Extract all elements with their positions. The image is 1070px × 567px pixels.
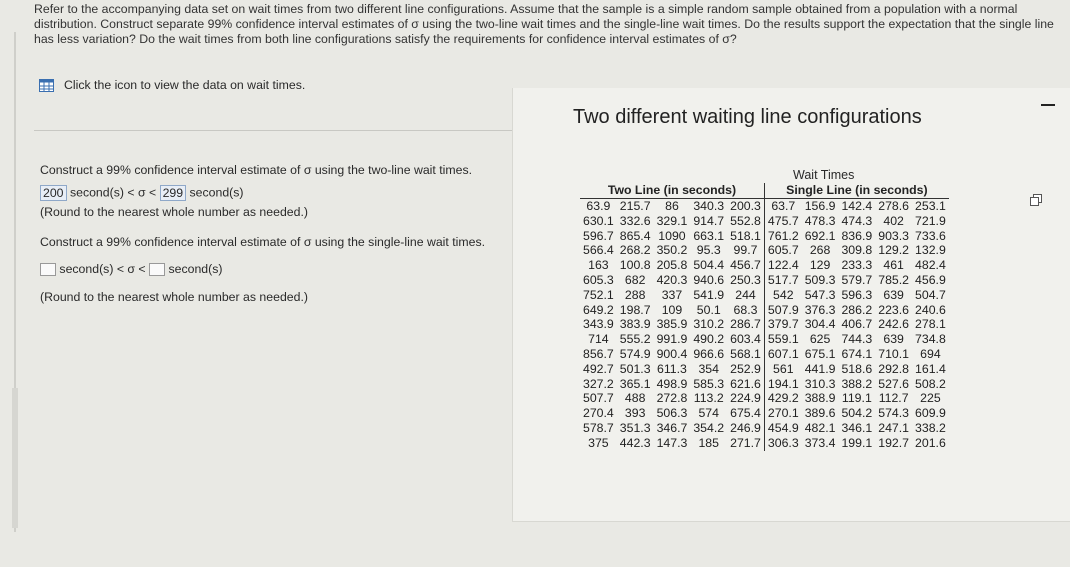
single-line-cell: 639 [883,332,904,347]
part2-note: (Round to the nearest whole number as needed.) [40,290,308,304]
single-line-cell: 441.9 [804,361,836,376]
two-line-cell: 940.6 [693,272,725,287]
two-line-cell: 498.9 [656,376,688,391]
part1-prompt: Construct a 99% confidence interval estimate of σ using the two-line wait times. [40,163,473,177]
single-line-cell: 579.7 [841,272,873,287]
single-line-cell: 388.9 [804,391,836,406]
single-line-cell: 119.1 [841,391,872,406]
two-line-cell: 332.6 [619,213,651,228]
part2-answer-row [40,262,222,277]
single-line-cell: 278.1 [915,317,946,332]
single-line-cell: 504.2 [841,406,873,421]
two-line-header: Two Line (in seconds) [580,183,764,199]
single-line-cell: 574.3 [878,406,910,421]
two-line-cell: 574 [698,406,719,421]
table-row [580,332,949,347]
single-line-cell: 292.8 [878,361,910,376]
single-line-cell: 310.3 [804,376,836,391]
table-row [580,243,949,258]
single-line-cell: 517.7 [767,272,799,287]
part2-lower-unit: second(s) < σ < [59,262,146,276]
table-row [580,406,949,421]
two-line-cell: 518.1 [727,229,764,244]
two-line-cell: 68.3 [727,303,764,318]
single-line-cell: 129.2 [878,243,910,258]
two-line-cell: 555.2 [619,332,651,347]
two-line-cell: 375 [588,435,609,450]
two-line-cell: 252.9 [727,362,764,377]
two-line-cell: 490.2 [693,332,725,347]
two-line-cell: 488 [624,391,646,406]
two-line-cell: 541.9 [693,287,725,302]
two-line-cell: 329.1 [656,213,688,228]
two-line-cell: 327.2 [583,376,614,391]
single-line-cell: 373.4 [804,435,836,450]
part1-lower-input[interactable]: 200 [40,185,67,201]
two-line-cell: 507.7 [583,391,614,406]
two-line-cell: 185 [698,435,719,450]
two-line-cell: 250.3 [727,273,764,288]
single-line-cell: 161.4 [915,361,946,376]
single-line-cell: 112.7 [878,391,909,406]
single-line-cell: 508.2 [915,376,946,391]
single-line-cell: 268 [809,243,831,258]
single-line-header: Single Line (in seconds) [764,183,948,199]
two-line-cell: 675.4 [727,406,764,421]
single-line-cell: 475.7 [767,213,799,228]
two-line-cell: 566.4 [583,243,614,258]
two-line-cell: 340.3 [693,199,725,213]
two-line-cell: 663.1 [693,228,725,243]
two-line-cell: 856.7 [583,346,614,361]
single-line-cell: 132.9 [915,243,946,258]
two-line-cell: 621.6 [727,377,764,392]
single-line-cell: 694 [920,346,941,361]
single-line-cell: 304.4 [804,317,836,332]
single-line-cell: 247.1 [878,420,910,435]
part1-upper-unit: second(s) [189,185,244,200]
single-line-cell: 454.9 [767,420,799,435]
single-line-cell: 309.8 [841,243,873,258]
two-line-cell: 501.3 [619,361,651,376]
single-line-cell: 338.2 [915,420,946,435]
two-line-cell: 649.2 [583,302,614,317]
table-row [580,377,949,392]
two-line-cell: 420.3 [656,272,688,287]
single-line-cell: 223.6 [878,302,910,317]
single-line-cell: 278.6 [878,199,910,213]
single-line-cell: 474.3 [841,213,873,228]
two-line-cell: 99.7 [727,243,764,258]
two-line-cell: 109 [661,302,683,317]
single-line-cell: 225 [920,391,941,406]
two-line-cell: 492.7 [583,361,614,376]
single-line-cell: 518.6 [841,361,873,376]
data-popup [512,88,1070,522]
single-line-cell: 306.3 [767,435,799,450]
part1-lower-unit: second(s) < σ < [69,185,157,200]
two-line-cell: 205.8 [656,258,688,273]
two-line-cell: 714 [588,332,609,347]
two-line-cell: 354 [698,361,719,376]
single-line-cell: 482.1 [804,420,836,435]
single-line-cell: 192.7 [878,435,910,450]
two-line-cell: 568.1 [727,347,764,362]
single-line-cell: 639 [883,287,904,302]
single-line-cell: 721.9 [915,213,946,228]
single-line-cell: 609.9 [915,406,946,421]
two-line-cell: 752.1 [583,287,614,302]
two-line-cell: 350.2 [656,243,688,258]
part1-note: (Round to the nearest whole number as needed.) [40,205,308,219]
two-line-cell: 163 [588,258,609,273]
two-line-cell: 383.9 [619,317,651,332]
two-line-cell: 682 [624,272,646,287]
table-row [580,421,949,436]
table-row [580,199,949,214]
two-line-cell: 611.3 [657,361,687,376]
table-caption: Wait Times [793,168,855,182]
table-row [580,258,949,273]
two-line-cell: 86 [665,199,679,213]
table-row [580,229,949,244]
single-line-cell: 561 [773,361,794,376]
two-line-cell: 346.7 [656,420,688,435]
two-line-cell: 246.9 [727,421,764,436]
two-line-cell: 991.9 [656,332,688,347]
single-line-cell: 607.1 [767,346,799,361]
single-line-cell: 761.2 [767,228,799,243]
two-line-cell: 100.8 [619,258,651,273]
two-line-cell: 63.9 [586,199,611,213]
two-line-cell: 456.7 [727,258,764,273]
single-line-cell: 903.3 [878,228,910,243]
two-line-cell: 393 [624,406,646,421]
two-line-cell: 552.8 [727,214,764,229]
single-line-cell: 242.6 [878,317,910,332]
table-row [580,214,949,229]
single-line-cell: 379.7 [767,317,799,332]
single-line-cell: 785.2 [878,272,910,287]
part2-upper-input[interactable] [149,263,165,276]
two-line-cell: 50.1 [696,302,721,317]
two-line-cell: 270.4 [583,406,614,421]
two-line-cell: 365.1 [619,376,651,391]
two-line-cell: 504.4 [693,258,725,273]
single-line-cell: 507.9 [767,302,799,317]
single-line-cell: 734.8 [915,332,946,347]
two-line-cell: 605.3 [583,272,614,287]
single-line-cell: 836.9 [841,228,873,243]
two-line-cell: 310.2 [693,317,725,332]
data-table-icon[interactable] [39,79,54,92]
single-line-cell: 156.9 [804,199,836,213]
two-line-cell: 224.9 [727,391,764,406]
single-line-cell: 692.1 [804,228,836,243]
part1-upper-input[interactable]: 299 [160,185,187,201]
single-line-cell: 194.1 [767,376,799,391]
two-line-cell: 506.3 [656,406,688,421]
single-line-cell: 596.3 [841,287,873,302]
two-line-cell: 578.7 [583,420,614,435]
single-line-cell: 199.1 [841,435,873,450]
single-line-cell: 201.6 [915,435,946,450]
single-line-cell: 388.2 [841,376,873,391]
copy-icon[interactable] [1030,193,1042,205]
two-line-cell: 198.7 [619,302,651,317]
single-line-cell: 482.4 [915,258,946,273]
single-line-cell: 509.3 [804,272,836,287]
question-text: Refer to the accompanying data set on wait times from two different line configurations. Assume that the sample is a simple random sample obtained from a population with a normal distribution. Construct separate 99% confidence interval estimates of σ using the two-line wait times and the single-line wait times. Do the results support the expectation that the single line has less variation? Do the wait times from both line configurations satisfy the requirements for confidence interval estimates of σ? [34,2,1054,46]
single-line-cell: 710.1 [878,346,910,361]
two-line-cell: 966.6 [693,346,725,361]
single-line-cell: 733.6 [915,228,946,243]
two-line-cell: 385.9 [656,317,688,332]
single-line-cell: 253.1 [915,199,946,213]
two-line-cell: 268.2 [619,243,651,258]
two-line-cell: 113.2 [693,391,724,406]
two-line-cell: 286.7 [727,317,764,332]
single-line-cell: 542 [773,287,794,302]
two-line-cell: 95.3 [696,243,721,258]
two-line-cell: 337 [661,287,683,302]
part2-lower-input[interactable] [40,263,56,276]
part2-upper-unit: second(s) [168,262,223,276]
single-line-cell: 233.3 [841,258,873,273]
two-line-cell: 900.4 [656,346,688,361]
single-line-cell: 129 [809,258,831,273]
table-row [580,391,949,406]
single-line-cell: 559.1 [767,332,799,347]
two-line-cell: 343.9 [583,317,614,332]
single-line-cell: 527.6 [878,376,910,391]
table-row [580,436,949,451]
minimize-icon[interactable] [1041,104,1055,106]
two-line-cell: 442.3 [619,435,651,450]
single-line-cell: 406.7 [841,317,873,332]
two-line-cell: 914.7 [693,213,725,228]
single-line-cell: 461 [883,258,904,273]
two-line-cell: 865.4 [619,228,651,243]
two-line-cell: 1090 [658,228,686,243]
two-line-cell: 288 [624,287,646,302]
single-line-cell: 142.4 [841,199,873,213]
single-line-cell: 402 [883,213,904,228]
single-line-cell: 547.3 [804,287,836,302]
two-line-cell: 354.2 [693,420,725,435]
part2-prompt: Construct a 99% confidence interval estimate of σ using the single-line wait times. [40,235,486,249]
left-scroll-thumb[interactable] [12,388,18,528]
two-line-cell: 272.8 [656,391,688,406]
single-line-cell: 389.6 [804,406,836,421]
wait-times-table [580,183,949,451]
single-line-cell: 744.3 [841,332,873,347]
single-line-cell: 240.6 [915,302,946,317]
single-line-cell: 625 [809,332,831,347]
popup-title: Two different waiting line configurations [573,106,922,128]
two-line-cell: 630.1 [583,213,614,228]
single-line-cell: 63.7 [771,199,796,213]
table-row [580,317,949,332]
two-line-cell: 271.7 [727,436,764,451]
single-line-cell: 456.9 [915,272,946,287]
table-row [580,303,949,318]
single-line-cell: 478.3 [804,213,836,228]
two-line-cell: 147.3 [656,435,688,450]
data-link[interactable] [39,78,305,92]
two-line-cell: 585.3 [693,376,725,391]
single-line-cell: 376.3 [804,302,836,317]
single-line-cell: 605.7 [767,243,799,258]
data-link-label: Click the icon to view the data on wait times. [64,78,306,92]
two-line-cell: 574.9 [619,346,651,361]
two-line-cell: 596.7 [583,228,614,243]
two-line-cell: 603.4 [727,332,764,347]
single-line-cell: 504.7 [915,287,946,302]
single-line-cell: 346.1 [841,420,873,435]
divider [34,130,524,131]
single-line-cell: 122.4 [767,258,799,273]
table-row [580,273,949,288]
table-row [580,288,949,303]
single-line-cell: 674.1 [841,346,873,361]
single-line-cell: 286.2 [841,302,873,317]
table-row [580,347,949,362]
single-line-cell: 675.1 [804,346,836,361]
two-line-cell: 200.3 [727,199,764,214]
two-line-cell: 215.7 [619,199,651,213]
two-line-cell: 244 [727,288,764,303]
part1-answer-row [40,185,244,201]
table-row [580,362,949,377]
two-line-cell: 351.3 [619,420,651,435]
single-line-cell: 429.2 [767,391,799,406]
single-line-cell: 270.1 [767,406,799,421]
